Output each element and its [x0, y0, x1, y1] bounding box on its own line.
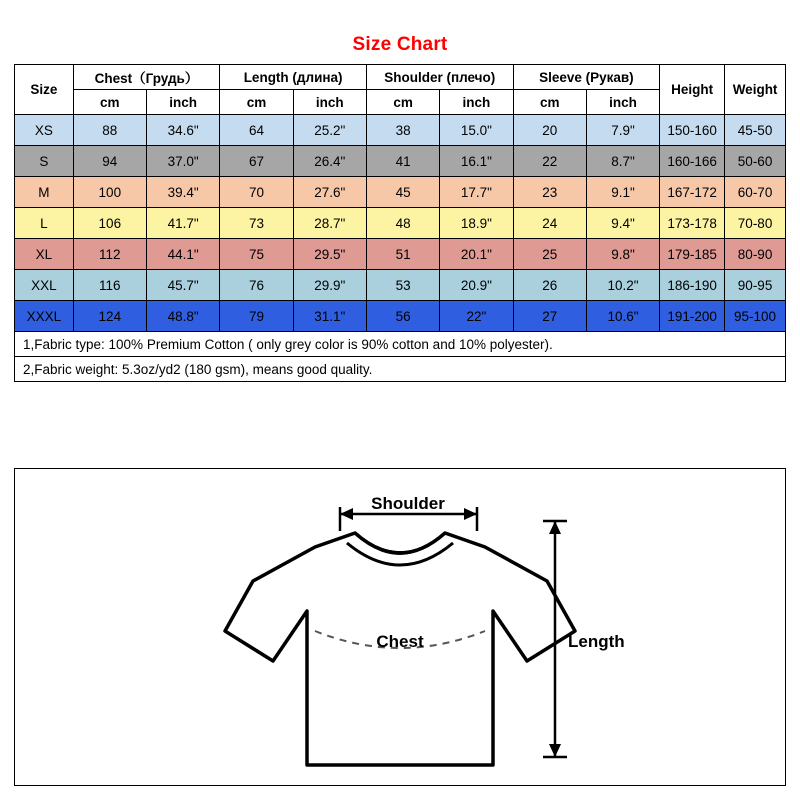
table-cell: 50-60	[725, 146, 786, 177]
shoulder-label: Shoulder	[371, 494, 445, 513]
table-cell: 186-190	[660, 270, 725, 301]
row-size-label: XXXL	[15, 301, 74, 332]
header-size: Size	[15, 65, 74, 115]
header-chest: Chest（Грудь）	[73, 65, 220, 90]
table-cell: 29.5"	[293, 239, 366, 270]
table-cell: 18.9"	[440, 208, 513, 239]
table-cell: 7.9"	[586, 115, 659, 146]
shoulder-arrow-right	[464, 508, 477, 520]
table-row	[15, 208, 786, 239]
row-size-label: XS	[15, 115, 74, 146]
shoulder-arrow-left	[340, 508, 353, 520]
table-cell: 27.6"	[293, 177, 366, 208]
header-sleeve-cm: cm	[513, 90, 586, 115]
table-cell: 44.1"	[146, 239, 219, 270]
table-body	[15, 115, 786, 332]
table-cell: 15.0"	[440, 115, 513, 146]
page-title: Size Chart	[352, 34, 448, 55]
table-cell: 9.8"	[586, 239, 659, 270]
table-row	[15, 239, 786, 270]
length-label: Length	[568, 632, 625, 651]
header-chest-inch: inch	[146, 90, 219, 115]
table-cell: 112	[73, 239, 146, 270]
table-header-row-1	[15, 65, 786, 90]
header-length: Length (длина)	[220, 65, 367, 90]
table-cell: 67	[220, 146, 293, 177]
table-cell: 20	[513, 115, 586, 146]
table-cell: 16.1"	[440, 146, 513, 177]
garment-diagram	[14, 468, 786, 786]
table-cell: 39.4"	[146, 177, 219, 208]
table-cell: 25	[513, 239, 586, 270]
table-cell: 179-185	[660, 239, 725, 270]
table-cell: 70	[220, 177, 293, 208]
header-shoulder-cm: cm	[366, 90, 439, 115]
table-cell: 73	[220, 208, 293, 239]
table-row	[15, 270, 786, 301]
header-sleeve: Sleeve (Рукав)	[513, 65, 660, 90]
table-cell: 160-166	[660, 146, 725, 177]
table-cell: 34.6"	[146, 115, 219, 146]
note-row-1	[15, 332, 786, 357]
header-shoulder-inch: inch	[440, 90, 513, 115]
table-cell: 26	[513, 270, 586, 301]
table-cell: 150-160	[660, 115, 725, 146]
table-cell: 79	[220, 301, 293, 332]
table-cell: 8.7"	[586, 146, 659, 177]
table-cell: 41.7"	[146, 208, 219, 239]
table-cell: 48.8"	[146, 301, 219, 332]
table-cell: 53	[366, 270, 439, 301]
table-cell: 173-178	[660, 208, 725, 239]
table-cell: 38	[366, 115, 439, 146]
header-length-cm: cm	[220, 90, 293, 115]
table-cell: 76	[220, 270, 293, 301]
table-cell: 116	[73, 270, 146, 301]
table-cell: 37.0"	[146, 146, 219, 177]
size-chart-table	[14, 64, 786, 382]
table-cell: 70-80	[725, 208, 786, 239]
table-cell: 23	[513, 177, 586, 208]
table-cell: 88	[73, 115, 146, 146]
table-cell: 9.4"	[586, 208, 659, 239]
table-cell: 22	[513, 146, 586, 177]
note-row-2	[15, 357, 786, 382]
row-size-label: XXL	[15, 270, 74, 301]
table-cell: 56	[366, 301, 439, 332]
table-cell: 75	[220, 239, 293, 270]
table-cell: 10.2"	[586, 270, 659, 301]
table-cell: 27	[513, 301, 586, 332]
table-cell: 100	[73, 177, 146, 208]
table-cell: 95-100	[725, 301, 786, 332]
table-cell: 28.7"	[293, 208, 366, 239]
header-chest-cm: cm	[73, 90, 146, 115]
row-size-label: L	[15, 208, 74, 239]
row-size-label: M	[15, 177, 74, 208]
tshirt-illustration	[15, 469, 785, 785]
table-cell: 17.7"	[440, 177, 513, 208]
row-size-label: S	[15, 146, 74, 177]
table-cell: 24	[513, 208, 586, 239]
table-cell: 29.9"	[293, 270, 366, 301]
table-cell: 9.1"	[586, 177, 659, 208]
table-cell: 167-172	[660, 177, 725, 208]
header-weight: Weight	[725, 65, 786, 115]
header-length-inch: inch	[293, 90, 366, 115]
table-notes	[15, 332, 786, 382]
header-sleeve-inch: inch	[586, 90, 659, 115]
table-cell: 60-70	[725, 177, 786, 208]
table-cell: 64	[220, 115, 293, 146]
length-arrow-bottom	[549, 744, 561, 757]
table-row	[15, 115, 786, 146]
table-cell: 45-50	[725, 115, 786, 146]
table-cell: 41	[366, 146, 439, 177]
table-cell: 10.6"	[586, 301, 659, 332]
table-cell: 124	[73, 301, 146, 332]
table-cell: 80-90	[725, 239, 786, 270]
table-cell: 31.1"	[293, 301, 366, 332]
table-cell: 20.9"	[440, 270, 513, 301]
table-cell: 94	[73, 146, 146, 177]
table-cell: 22"	[440, 301, 513, 332]
header-shoulder: Shoulder (плечо)	[366, 65, 513, 90]
table-cell: 26.4"	[293, 146, 366, 177]
table-cell: 48	[366, 208, 439, 239]
note-2: 2,Fabric weight: 5.3oz/yd2 (180 gsm), means good quality.	[15, 357, 786, 382]
note-1: 1,Fabric type: 100% Premium Cotton ( only grey color is 90% cotton and 10% polyester).	[15, 332, 786, 357]
table-cell: 51	[366, 239, 439, 270]
chest-label: Chest	[376, 632, 424, 651]
table-cell: 45.7"	[146, 270, 219, 301]
length-arrow-top	[549, 521, 561, 534]
table-cell: 20.1"	[440, 239, 513, 270]
table-row	[15, 177, 786, 208]
table-cell: 191-200	[660, 301, 725, 332]
table-row	[15, 301, 786, 332]
table-row	[15, 146, 786, 177]
header-height: Height	[660, 65, 725, 115]
table-cell: 90-95	[725, 270, 786, 301]
table-cell: 45	[366, 177, 439, 208]
row-size-label: XL	[15, 239, 74, 270]
table-cell: 106	[73, 208, 146, 239]
table-cell: 25.2"	[293, 115, 366, 146]
